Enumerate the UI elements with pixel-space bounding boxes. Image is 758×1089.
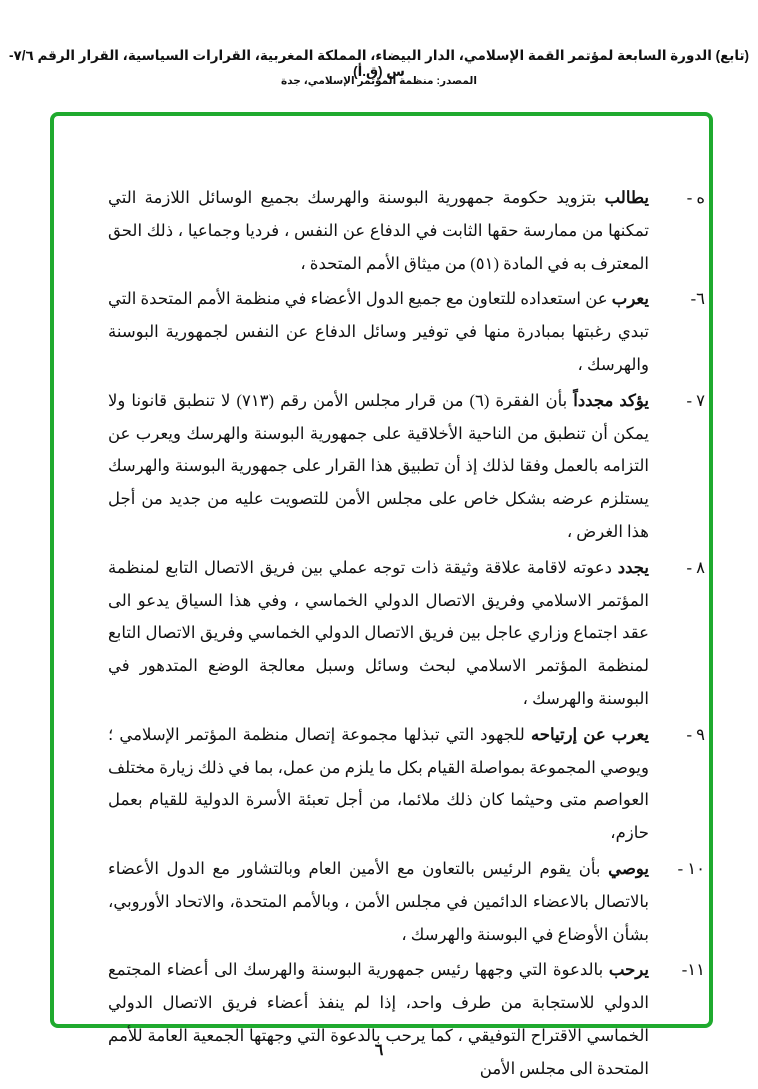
paragraph-number: ١١-: [681, 960, 705, 980]
paragraph-number: ١٠ -: [677, 858, 705, 878]
paragraph-number: ٨ -: [686, 557, 705, 577]
paragraph-text: بأن الفقرة (٦) من قرار مجلس الأمن رقم (٧١٣) لا تنطبق قانونا ولا يمكن أن تنطبق من الناحية الأخلاقية على جمهورية البوسنة والهرسك ويعرب عن التزامه بالعمل وفقا لذلك إذ أن تطبيق هذا القرار على جمهورية البوسنة والهرسك يستلزم عرضه بشكل خاص على مجلس الأمن للتصويت عليه من جديد من أجل هذا الغرض ،: [108, 390, 649, 541]
paragraph-number: ه -: [686, 188, 705, 207]
paragraph-text: عن استعداده للتعاون مع جميع الدول الأعضاء في منظمة الأمم المتحدة التي تبدي رغبتها بمبادرة منها في توفير وسائل الدفاع عن النفس لجمهورية البوسنة والهرسك ،: [108, 289, 649, 374]
paragraph-9: [108, 719, 705, 850]
paragraph-text: بتزويد حكومة جمهورية البوسنة والهرسك بجميع الوسائل اللازمة التي تمكنها من ممارسة حقها الثابت في الدفاع عن النفس ، فرديا وجماعيا ، ذلك الحق المعترف به في المادة (٥١) من ميثاق الأمم المتحدة ،: [108, 188, 649, 273]
paragraph-text: بالدعوة التي وجهها رئيس جمهورية البوسنة والهرسك الى أعضاء المجتمع الدولي للاستجابة من طرف واحد، إذا لم ينفذ أعضاء فريق الاتصال الدولي الخماسي الاقتراح التوفيقي ، كما يرحب بالدعوة التي وجهتها الجمعية العامة للأمم المتحدة الى مجلس الأمن: [108, 960, 649, 1078]
paragraph-text: بأن يقوم الرئيس بالتعاون مع الأمين العام وبالتشاور مع الدول الأعضاء بالاتصال بالاعضاء الدائمين في مجلس الأمن ، وبالأمم المتحدة، والاتحاد الأوروبي، بشأن الأوضاع في البوسنة والهرسك ،: [108, 858, 649, 944]
paragraph-11: [108, 954, 705, 1085]
paragraph-5: [108, 182, 705, 280]
paragraph-text: للجهود التي تبذلها مجموعة إتصال منظمة المؤتمر الإسلامي ؛ ويوصي المجموعة بمواصلة القيام بكل ما يلزم من عمل، بما في ذلك زيارة مختلف العواصم متى وحيثما كان ذلك ملائما، من أجل تعبئة الأسرة الدولية للقيام بعمل حازم،: [108, 724, 649, 843]
document-body: [108, 182, 705, 1089]
paragraph-keyword: يوصي: [608, 858, 649, 878]
paragraph-keyword: يجدد: [617, 557, 649, 577]
paragraph-6: [108, 283, 705, 381]
document-source: المصدر: منظمة المؤتمر الإسلامي، جدة: [281, 75, 477, 87]
paragraph-keyword: يرحب: [608, 960, 649, 980]
paragraph-7: [108, 385, 705, 549]
paragraph-number: ٦-: [690, 289, 705, 309]
paragraph-8: [108, 552, 705, 716]
paragraph-number: ٩ -: [686, 724, 705, 744]
paragraph-keyword: يعرب: [611, 289, 649, 309]
paragraph-keyword: يؤكد مجدداً: [573, 390, 650, 410]
page-number: ٦: [374, 1042, 384, 1059]
paragraph-keyword: يعرب عن إرتياحه: [530, 724, 649, 744]
document-title: (تابع) الدورة السابعة لمؤتمر القمة الإسلامي، الدار البيضاء، المملكة المغربية، القرارات السياسية، القرار الرقم ٧/٦-س (ق.أ): [8, 48, 750, 79]
paragraph-text: دعوته لاقامة علاقة وثيقة ذات توجه عملي بين فريق الاتصال التابع لمنظمة المؤتمر الاسلامي وفريق الاتصال الدولي الخماسي ، وفي هذا السياق يدعو الى عقد اجتماع وزاري عاجل بين فريق الاتصال الدولي الخماسي وفريق الاتصال التابع لمنظمة المؤتمر الاسلامي لبحث وسائل وسبل معالجة الوضع المتدهور في البوسنة والهرسك ،: [108, 557, 649, 708]
paragraph-number: ٧ -: [686, 390, 705, 410]
paragraph-keyword: يطالب: [604, 188, 649, 207]
paragraph-10: [108, 853, 705, 951]
